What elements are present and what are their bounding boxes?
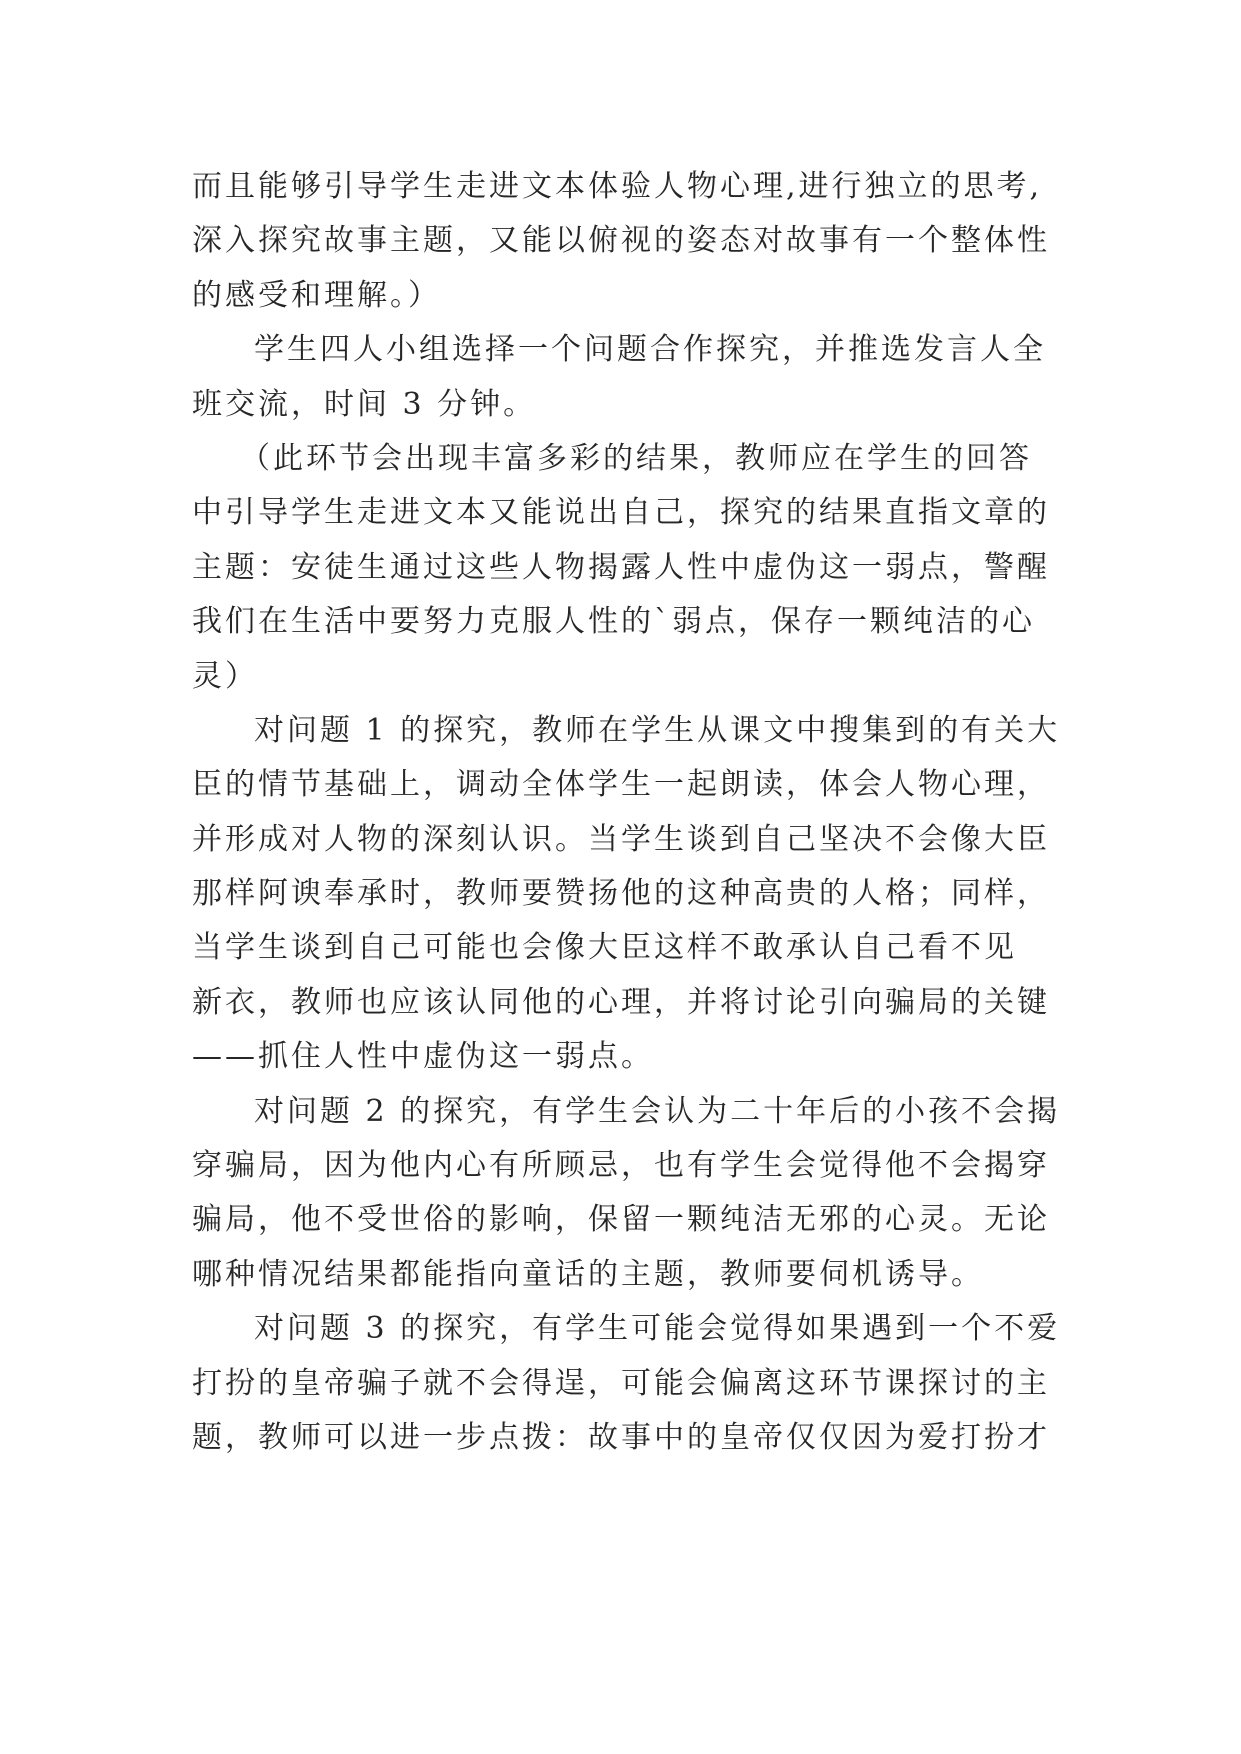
text-line: ——抓住人性中虚伪这一弱点。 — [192, 1039, 654, 1075]
text-line: 哪种情况结果都能指向童话的主题，教师要伺机诱导。 — [192, 1256, 984, 1292]
text-line: 臣的情节基础上，调动全体学生一起朗读，体会人物心理， — [192, 767, 1050, 803]
paragraph-start-line: 对问题 3 的探究，有学生可能会觉得如果遇到一个不爱 — [254, 1311, 1061, 1347]
text-line: 灵） — [192, 658, 258, 694]
text-line: 深入探究故事主题，又能以俯视的姿态对故事有一个整体性 — [192, 223, 1050, 259]
text-line: 新衣，教师也应该认同他的心理，并将讨论引向骗局的关键 — [192, 984, 1050, 1020]
text-line: 主题：安徒生通过这些人物揭露人性中虚伪这一弱点，警醒 — [192, 549, 1050, 585]
paragraph-start-line: （此环节会出现丰富多彩的结果，教师应在学生的回答 — [240, 440, 1032, 476]
paragraph-start-line: 对问题 1 的探究，教师在学生从课文中搜集到的有关大 — [254, 712, 1061, 748]
text-line: 打扮的皇帝骗子就不会得逞，可能会偏离这环节课探讨的主 — [192, 1365, 1050, 1401]
text-line: 骗局，他不受世俗的影响，保留一颗纯洁无邪的心灵。无论 — [192, 1202, 1050, 1238]
text-line: 而且能够引导学生走进文本体验人物心理,进行独立的思考, — [192, 169, 1043, 204]
text-line: 中引导学生走进文本又能说出自己，探究的结果直指文章的 — [192, 495, 1050, 531]
text-line: 并形成对人物的深刻认识。当学生谈到自己坚决不会像大臣 — [192, 821, 1050, 857]
text-line: 穿骗局，因为他内心有所顾忌，也有学生会觉得他不会揭穿 — [192, 1148, 1050, 1184]
paragraph-start-line: 学生四人小组选择一个问题合作探究，并推选发言人全 — [254, 332, 1046, 368]
text-line: 题，教师可以进一步点拨：故事中的皇帝仅仅因为爱打扮才 — [192, 1419, 1050, 1455]
document-body — [192, 160, 1072, 1465]
text-line: 当学生谈到自己可能也会像大臣这样不敢承认自己看不见 — [192, 930, 1017, 966]
text-line: 的感受和理解。） — [192, 277, 441, 313]
text-line: 班交流，时间 3 分钟。 — [192, 386, 537, 422]
text-line: 我们在生活中要努力克服人性的`弱点，保存一颗纯洁的心 — [192, 604, 1035, 640]
text-line: 那样阿谀奉承时，教师要赞扬他的这种高贵的人格；同样， — [192, 876, 1050, 912]
paragraph-start-line: 对问题 2 的探究，有学生会认为二十年后的小孩不会揭 — [254, 1093, 1061, 1129]
